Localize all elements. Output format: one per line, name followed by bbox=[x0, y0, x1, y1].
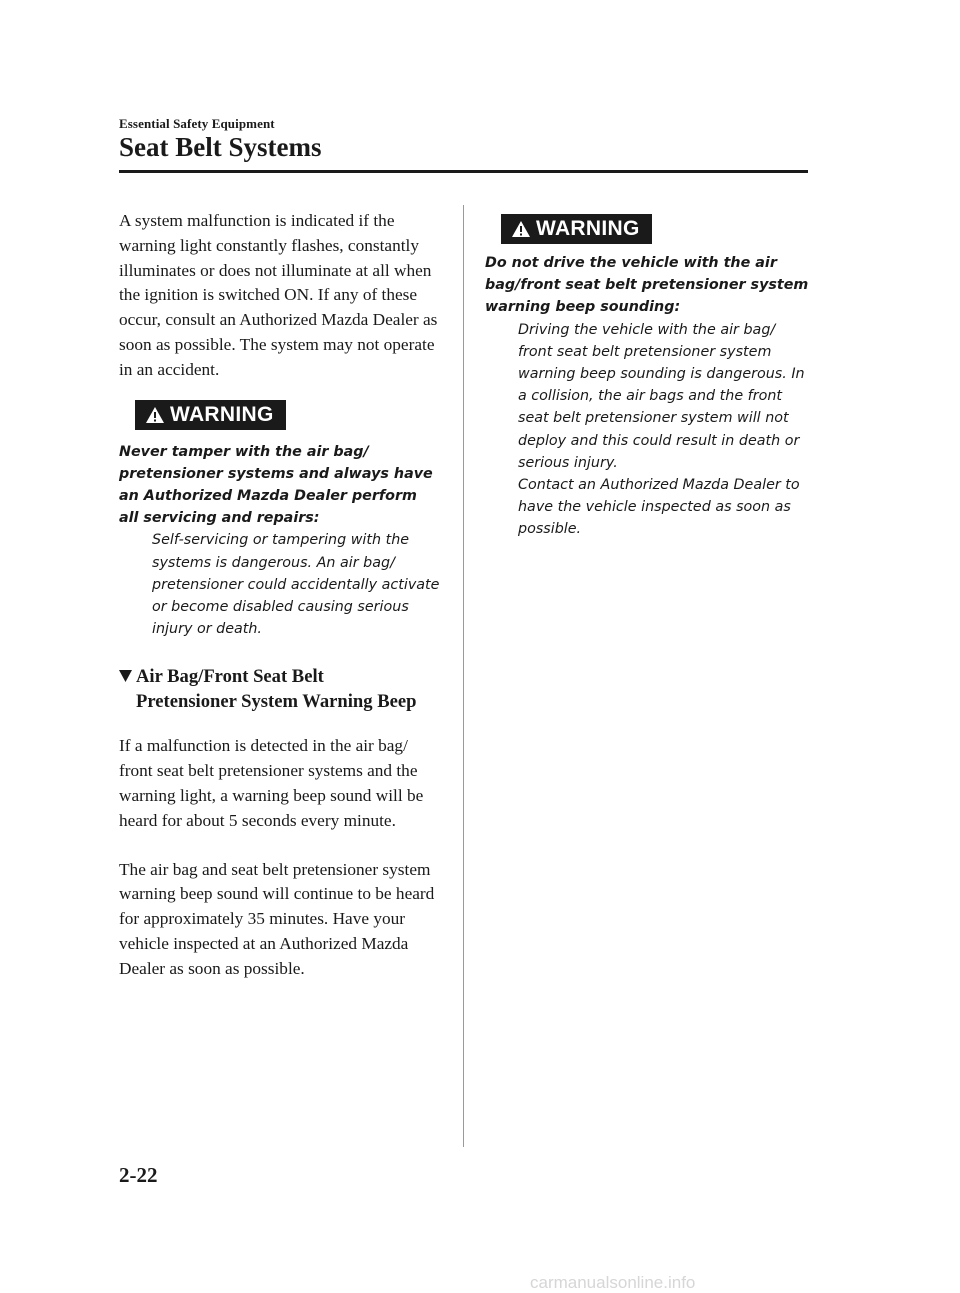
column-divider bbox=[463, 205, 464, 1147]
subheading bbox=[119, 664, 441, 714]
warning-badge bbox=[135, 400, 286, 430]
beep-paragraph: If a malfunction is detected in the air bag/ front seat belt pretensioner systems and the warning light, a warning beep sound will be heard for about 5 seconds every minute. bbox=[119, 736, 424, 830]
title-rule bbox=[119, 170, 808, 173]
footer-watermark: carmanualsonline.info bbox=[530, 1273, 696, 1292]
warning-box-right bbox=[485, 214, 810, 541]
subheading-line-1: Air Bag/Front Seat Belt bbox=[136, 666, 324, 688]
warning-body: Contact an Authorized Mazda Dealer to have the vehicle inspected as soon as possible. bbox=[518, 477, 800, 538]
intro-paragraph: A system malfunction is indicated if the warning light constantly flashes, constantly illuminates or does not illuminate at all when the ignition is switched ON. If any of these occur, consult an Authorized Mazda Dealer as soon as possible. The system may not operate in an accident. bbox=[119, 211, 438, 379]
warning-body: Self-servicing or tampering with the systems is dangerous. An air bag/ pretensioner could accidentally activate or become disabled causing serious injury or death. bbox=[152, 532, 440, 638]
subheading-line-2: Pretensioner System Warning Beep bbox=[136, 691, 417, 713]
duration-paragraph: The air bag and seat belt pretensioner system warning beep sound will continue to be heard for approximately 35 minutes. Have your vehicle inspected at an Authorized Mazda Dealer as soon as possible. bbox=[119, 859, 435, 978]
page-title: Seat Belt Systems bbox=[119, 132, 322, 162]
warning-box-left bbox=[119, 400, 441, 641]
exclamation-triangle-icon bbox=[145, 406, 165, 424]
right-column bbox=[485, 214, 810, 541]
warning-heading: Never tamper with the air bag/ pretensioner systems and always have an Authorized Mazda Dealer perform all servicing and repairs: bbox=[119, 443, 433, 527]
warning-heading: Do not drive the vehicle with the air bag/front seat belt pretensioner system warning beep sounding: bbox=[485, 255, 809, 316]
warning-label: WARNING bbox=[536, 217, 640, 240]
warning-badge bbox=[501, 214, 652, 244]
warning-label: WARNING bbox=[170, 402, 274, 426]
exclamation-triangle-icon bbox=[511, 220, 531, 238]
triangle-down-icon bbox=[119, 670, 132, 682]
section-label: Essential Safety Equipment bbox=[119, 116, 275, 131]
warning-body: Driving the vehicle with the air bag/ front seat belt pretensioner system warning beep sounding is dangerous. In a collision, the air bags and the front seat belt pretensioner system will not deploy and this could result in death or serious injury. bbox=[518, 321, 805, 471]
page-number: 2-22 bbox=[119, 1163, 158, 1187]
left-column bbox=[119, 209, 441, 982]
